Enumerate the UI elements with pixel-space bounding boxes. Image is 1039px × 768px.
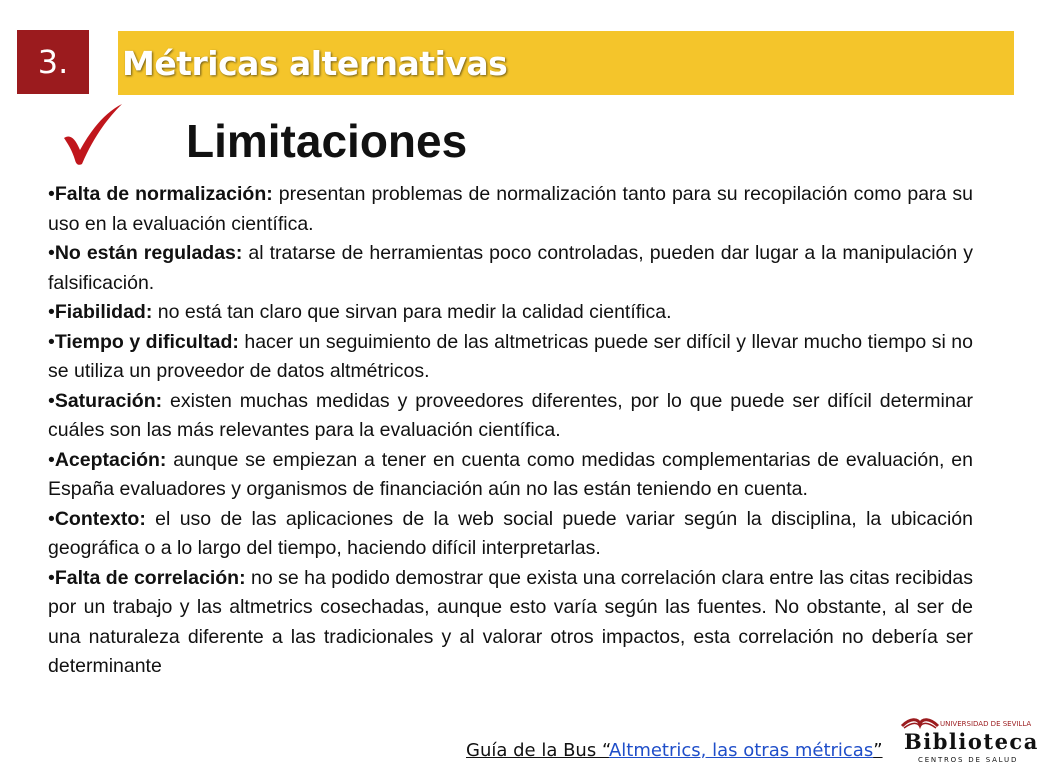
list-item bbox=[48, 328, 973, 387]
item-text: al tratarse de herramientas poco controladas, pueden dar lugar a la manipulación y falsificación. bbox=[48, 242, 974, 294]
bullet: • bbox=[48, 330, 55, 353]
item-label: Contexto: bbox=[54, 507, 146, 530]
bullet: • bbox=[48, 507, 55, 530]
bullet: • bbox=[48, 566, 55, 589]
item-text: no se ha podido demostrar que exista una correlación clara entre las citas recibidas por un trabajo y las altmetrics cosechadas, aunque esto varía según las fuentes. No obstante, al ser de una naturaleza diferente a las tradicionales y al valorar otros impactos, esta correlación no debería ser determinante bbox=[48, 566, 973, 677]
item-label: Falta de correlación: bbox=[54, 566, 246, 589]
logo-subtitle: CENTROS DE SALUD bbox=[918, 756, 1019, 764]
item-text: existen muchas medidas y proveedores diferentes, por lo que puede ser difícil determinar cuáles son las más relevantes para la evaluación científica. bbox=[48, 389, 973, 441]
page-heading: Limitaciones bbox=[186, 115, 468, 167]
guide-link[interactable]: Altmetrics, las otras métricas bbox=[608, 740, 874, 761]
section-title: Métricas alternativas bbox=[122, 43, 508, 83]
library-logo bbox=[896, 712, 1039, 768]
bullet: • bbox=[48, 183, 55, 205]
source-footer bbox=[466, 740, 883, 761]
bullet: • bbox=[48, 301, 55, 323]
list-item bbox=[48, 564, 973, 682]
list-item bbox=[48, 387, 973, 446]
item-label: Tiempo y dificultad: bbox=[54, 330, 239, 353]
bullet: • bbox=[48, 389, 55, 412]
list-item bbox=[48, 446, 973, 505]
item-text: aunque se empiezan a tener en cuenta como medidas complementarias de evaluación, en España evaluadores y organismos de financiación aún no las están teniendo en cuenta. bbox=[48, 448, 973, 500]
item-text: no está tan claro que sirvan para medir la calidad científica. bbox=[152, 301, 672, 323]
item-label: Saturación: bbox=[54, 389, 163, 412]
bullet: • bbox=[48, 448, 55, 471]
item-label: Fiabilidad: bbox=[54, 301, 153, 323]
list-item bbox=[48, 239, 973, 298]
item-text: presentan problemas de normalización tanto para su recopilación como para su uso en la evaluación científica. bbox=[48, 183, 973, 235]
section-number-box bbox=[17, 30, 89, 94]
item-text: hacer un seguimiento de las altmetricas puede ser difícil y llevar mucho tiempo si no se utiliza un proveedor de datos altmétricos. bbox=[48, 330, 973, 382]
list-item bbox=[48, 505, 973, 564]
item-text: el uso de las aplicaciones de la web social puede variar según la disciplina, la ubicación geográfica o a lo largo del tiempo, haciendo difícil interpretarlas. bbox=[48, 507, 973, 559]
list-item bbox=[48, 180, 973, 239]
footer-prefix: Guía de la Bus “ bbox=[466, 740, 609, 761]
logo-name: Biblioteca bbox=[904, 729, 1039, 754]
limitations-list bbox=[48, 180, 973, 682]
section-number: 3. bbox=[37, 43, 69, 81]
item-label: No están reguladas: bbox=[54, 242, 243, 264]
check-mark-icon bbox=[58, 100, 128, 170]
bullet: • bbox=[48, 242, 55, 264]
section-title-bar bbox=[118, 31, 1014, 95]
list-item bbox=[48, 298, 973, 328]
item-label: Falta de normalización: bbox=[54, 183, 273, 205]
item-label: Aceptación: bbox=[54, 448, 167, 471]
logo-university: UNIVERSIDAD DE SEVILLA bbox=[940, 720, 1032, 728]
book-icon bbox=[900, 716, 940, 730]
footer-suffix: ” bbox=[873, 740, 883, 761]
